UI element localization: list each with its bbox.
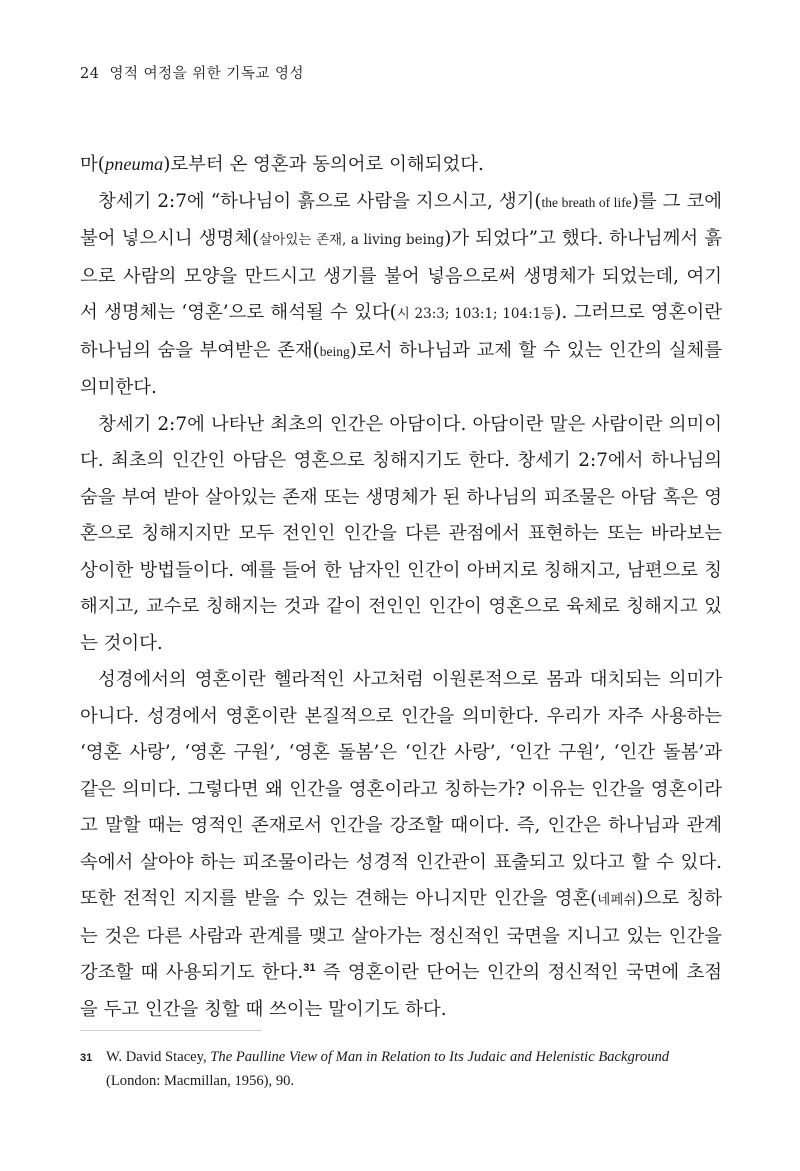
text-run: )로부터 온 영혼과 동의어로 이해되었다. xyxy=(163,154,484,175)
footnote-number: 31 xyxy=(80,1052,93,1064)
footnote-publication: (London: Macmillan, 1956), 90. xyxy=(106,1073,295,1089)
text-run: 창세기 2:7에 “하나님이 흙으로 사람을 지으시고, 생기( xyxy=(98,190,542,212)
main-text xyxy=(80,146,722,1028)
footnote-divider xyxy=(80,1030,262,1031)
nephesh-gloss: 네페쉬 xyxy=(597,892,637,908)
scripture-refs: 시 23:3; 103:1; 104:1등 xyxy=(396,306,555,322)
book-title: 영적 여정을 위한 기독교 영성 xyxy=(109,66,304,82)
text-run: 마( xyxy=(80,154,105,175)
paragraph-4 xyxy=(80,662,722,1028)
text-run: )로서 하나님과 교제 할 수 있는 인간의 실체를 의미한다. xyxy=(80,339,722,398)
breath-of-life-gloss: the breath of life xyxy=(541,194,632,210)
paragraph-1 xyxy=(80,146,722,184)
text-run: )가 되었다”고 했다. 하나님께서 흙으로 사람의 모양을 만드시고 생기를 불어 넣음으로써 생명체가 되었는데, 여기서 생명체는 ‘영혼’으로 해석될 수 있다( xyxy=(80,228,722,323)
footnote-author: W. David Stacey, xyxy=(106,1049,211,1065)
living-being-gloss: 살아있는 존재, a living being xyxy=(259,232,445,248)
text-run: 성경에서의 영혼이란 헬라적인 사고처럼 이원론적으로 몸과 대치되는 의미가 아니다. 성경에서 영혼이란 본질적으로 인간을 의미한다. 우리가 자주 사용하는 ‘영혼 사랑’, ‘영혼 구원’, ‘영혼 돌봄’은 ‘인간 사랑’, ‘인간 구원’, ‘인간 돌봄’과 같은 의미다. 그렇다면 왜 인간을 영혼이라고 칭하는가? 이유는 인간을 영혼이라고 말할 때는 영적인 존재로서 인간을 강조할 때이다. 즉, 인간은 하나님과 관계 속에서 살아야 하는 피조물이라는 성경적 인간관이 표출되고 있다고 할 수 있다. 또한 전적인 지지를 받을 수 있는 견해는 아니지만 인간을 영혼( xyxy=(80,669,722,909)
being-gloss: being xyxy=(319,343,350,359)
text-run: 즉 영혼이란 단어는 인간의 정신적인 국면에 초점을 두고 인간을 칭할 때 쓰이는 말이기도 하다. xyxy=(80,962,722,1020)
paragraph-3: 창세기 2:7에 나타난 최초의 인간은 아담이다. 아담이란 말은 사람이란 의미이다. 최초의 인간인 아담은 영혼으로 칭해지기도 한다. 창세기 2:7에서 하나님의 숨을 부여 받아 살아있는 존재 또는 생명체가 된 하나님의 피조물은 아담 혹은 영혼으로 칭해지지만 모두 전인인 인간을 다른 관점에서 표현하는 또는 바라보는 상이한 방법들이다. 예를 들어 한 남자인 인간이 아버지로 칭해지고, 남편으로 칭해지고, 교수로 칭해지는 것과 같이 전인인 인간이 영혼으로 육체로 칭해지고 있는 것이다. xyxy=(80,413,722,654)
footnote-book-title: The Paulline View of Man in Relation to Its Judaic and Helenistic Background xyxy=(210,1049,670,1065)
text-run: ). 그러므로 영혼이란 하나님의 숨을 부여받은 존재( xyxy=(80,302,722,361)
paragraph-2 xyxy=(80,184,722,407)
text-run: )으로 칭하는 것은 다른 사람과 관계를 맺고 살아가는 정신적인 국면을 지니고 있는 인간을 강조할 때 사용되기도 한다. xyxy=(80,888,722,983)
text-run: )를 그 코에 불어 넣으시니 생명체( xyxy=(80,190,722,249)
page-number: 24 xyxy=(80,66,100,82)
pneuma-term: pneuma xyxy=(104,154,164,174)
footnote xyxy=(80,1046,722,1093)
footnote-reference[interactable]: 31 xyxy=(303,962,316,974)
running-head xyxy=(80,62,304,83)
